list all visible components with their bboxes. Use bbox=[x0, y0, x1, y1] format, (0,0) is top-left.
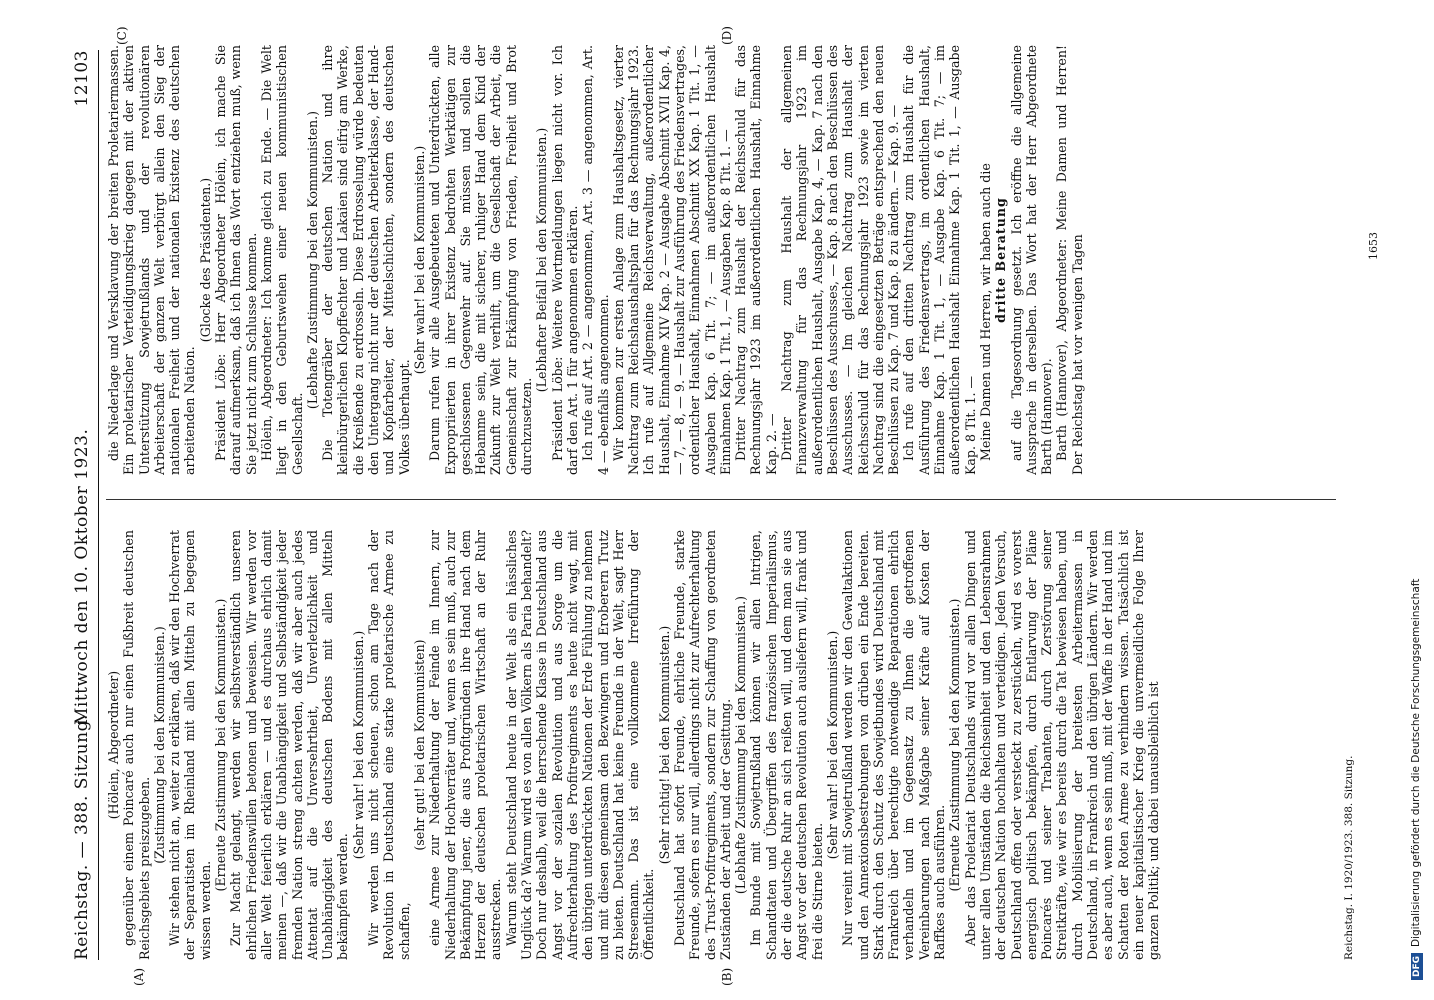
paragraph: Dritter Nachtrag zum Haushalt der Reichsschuld für das Rechnungsjahr 1923 im außerordentlichen Haushalt, Einnahme Kap. 2. — bbox=[733, 45, 779, 475]
paragraph: Die Totengräber der deutschen Nation und ihre kleinbürgerlichen Klopffechter und Lakaien sind eifrig am Werke, die Kreißende zu erdrosseln. Diese Erdrosselung würde bedeuten den Untergang nicht nur der deutschen Arbeiterklasse, der Hand- und Kopfarbeiter, der Mittelschichten, sondern des deutschen Volkes überhaupt. bbox=[320, 45, 412, 475]
column-separator bbox=[106, 499, 1336, 500]
paragraph: Wir kommen zur ersten Anlage zum Haushaltsgesetz, vierter Nachtrag zum Reichshaushaltsplan für das Rechnungsjahr 1923. Ich rufe auf Allgemeine Reichsverwaltung, außerordentlicher Haushalt, Einnahme XIV Kap. 2 — Ausgabe Abschnitt XVII Kap. 4, — 7, — 8, — 9. — Haushalt zur Ausführung des Friedensvertrages, ordentlicher Haushalt, Einnahmen Abschnitt XX Kap. 1 Tit. 1, — Ausgaben Kap. 6 Tit. 7; — im außerordentlichen Haushalt Einnahmen Kap. 1 Tit. 1, — Ausgaben Kap. 8 Tit. 1. — bbox=[610, 45, 733, 475]
paragraph: (Lebhafte Zustimmung bei den Kommunisten.) bbox=[304, 110, 320, 410]
margin-mark-d: (D) bbox=[720, 26, 734, 45]
paragraph: (Sehr richtig! bei den Kommunisten.) bbox=[656, 625, 672, 865]
dfg-logo: DFG bbox=[1411, 953, 1423, 980]
paragraph: Ich rufe auf Art. 2 — angenommen, Art. 3 — angenommen, Art. 4 — ebenfalls angenommen. bbox=[580, 45, 611, 475]
left-column bbox=[106, 530, 1336, 960]
paragraph: dritte Beratung bbox=[993, 197, 1009, 323]
page-header bbox=[72, 50, 98, 960]
paragraph: Wir stehen nicht an, weiter zu erklären, daß wir den Hochverrat der Separatisten im Rheinland mit allen Mitteln zu begegnen wissen werden. bbox=[167, 530, 213, 960]
right-column bbox=[106, 45, 1368, 475]
paragraph: Warum steht Deutschland heute in der Welt als ein hässliches Unglück da? Warum wird es von allen Völkern als Paria behandelt? Doch nur deshalb, weil die herrschende Klasse in Deutschland aus Angst vor der sozialen Revolution und aus Sorge um die Aufrechterhaltung des Profitregiments es heute nicht wagt, mit den übrigen unterdrückten Nationen der Erde Fühlung zu nehmen und mit diesen gemeinsam den Bezwingern und Eroberern Trutz zu bieten. Deutschland hat keine Freunde in der Welt, sagt Herr Stresemann. Das ist eine vollkommene Irreführung der Öffentlichkeit. bbox=[503, 530, 657, 960]
page-number: 12103 bbox=[72, 50, 92, 107]
paragraph: auf die Tagesordnung gesetzt. Ich eröffne die allgemeine Aussprache in derselben. Das Wort hat der Herr Abgeordnete Barth (Hannover). bbox=[1008, 45, 1055, 475]
paragraph: Nur vereint mit Sowjetrußland werden wir den Gewaltaktionen und den Annexionsbestrebungen von drüben ein Ende bereiten. Stark durch den Schutz des Sowjetbundes wird Deutschland mit Frankreich über berechtigte notwendige Reparationen ehrlich verhandeln und im Gegensatz zu Ihnen die getroffenen Vereinbarungen nach Maßgabe seiner Kräfte auf Kosten der Raffkes auch ausführen. bbox=[840, 530, 948, 960]
paragraph: (Sehr wahr! bei den Kommunisten.) bbox=[824, 630, 840, 860]
paragraph: (Zustimmung bei den Kommunisten.) bbox=[151, 626, 167, 864]
credit-text: Digitalisierung gefördert durch die Deutsche Forschungsgemeinschaft bbox=[1410, 578, 1422, 947]
paragraph: Ich rufe auf den dritten Nachtrag zum Haushalt für die Ausführung des Friedensvertrags, im ordentlichen Haushalt, Einnahme Kap. 1 Tit. 1, — Ausgabe Kap. 6 Tit. 7; — im außerordentlichen Haushalt Einnahme Kap. 1 Tit. 1, — Ausgabe Kap. 8 Tit. 1. — bbox=[901, 45, 978, 475]
margin-mark-c: (C) bbox=[115, 26, 129, 45]
paragraph: (Sehr wahr! bei den Kommunisten.) bbox=[350, 630, 366, 860]
footer-page-code: 1653 bbox=[1367, 232, 1380, 260]
header-date: Mittwoch den 10. Oktober 1923. bbox=[72, 428, 92, 725]
paragraph: Dritter Nachtrag zum Haushalt der allgemeinen Finanzverwaltung für das Rechnungsjahr 1923 im außerordentlichen Haushalt, Ausgabe Kap. 4, — Kap. 7 nach den Beschlüssen des Ausschusses, — Kap. 8 nach den Beschlüssen des Ausschusses. — Im gleichen Nachtrag zum Haushalt der Reichsschuld für das Rechnungsjahr 1923 sowie im vierten Nachtrag sind die eingesetzten Beträge entsprechend den neuen Beschlüssen zu Kap. 7 und Kap. 8 zu ändern. — Kap. 9. — bbox=[779, 45, 902, 475]
paragraph: Aber das Proletariat Deutschlands wird vor allen Dingen und unter allen Umständen die Reichseinheit und den Lebensrahmen der deutschen Nation hochhalten und verteidigen. Jeden Versuch, Deutschland offen oder versteckt zu zerstückeln, wird es vorerst energisch politisch bekämpfen, durch Entlarvung der Pläne Poincarés und seiner Trabanten, durch Zerstörung seiner Streitkräfte, wie wir es bereits durch die Tat bewiesen haben, und durch Mobilisierung der breitesten Arbeitermassen in Deutschland, in Frankreich und den übrigen Ländern. Wir werden es aber auch, wenn es sein muß, mit der Waffe in der Hand und im Schatten der Roten Armee zu verhindern wissen. Tatsächlich ist ein neuer kapitalistischer Krieg die unvermeidliche Folge Ihrer ganzen Politik; und dabei unausbleiblich ist bbox=[962, 530, 1162, 960]
paragraph: Barth (Hannover), Abgeordneter: Meine Damen und Herren! Der Reichstag hat vor wenigen Tagen bbox=[1054, 45, 1085, 475]
credit-line bbox=[1410, 579, 1423, 980]
paragraph: (Glocke des Präsidenten.) bbox=[197, 177, 213, 343]
paragraph: (Erneute Zustimmung bei den Kommunisten.) bbox=[947, 598, 963, 892]
header-left: Reichstag. — 388. Sitzung. bbox=[72, 714, 92, 960]
paragraph: (Lebhafte Zustimmung bei den Kommunisten.) bbox=[733, 595, 749, 895]
paragraph: Deutschland hat sofort Freunde, ehrliche Freunde, starke Freunde, sofern es nur will, allerdings nicht zur Aufrechterhaltung des Trust-Profitregiments, sondern zur Schaffung von geordneten Zuständen der Arbeit und der Gesittung. bbox=[671, 530, 733, 960]
footer-left: Reichstag. I. 1920/1923. 388. Sitzung. bbox=[1343, 755, 1355, 960]
margin-mark-b: (B) bbox=[720, 967, 734, 986]
paragraph: (Erneute Zustimmung bei den Kommunisten.) bbox=[213, 598, 229, 892]
paragraph: Präsident Löbe: Herr Abgeordneter Hölein, ich mache Sie darauf aufmerksam, daß ich Ihnen das Wort entziehen muß, wenn Sie jetzt nicht zum Schlusse kommen. bbox=[213, 45, 259, 475]
paragraph: Im Bunde mit Sowjetrußland können wir allen Intrigen, Schandtaten und Übergriffen des französischen Imperialismus, der die deutsche Ruhr an sich reißen will, und dem man sie aus Angst vor der deutschen Revolution auch ausliefern will, frank und frei die Stirne bieten. bbox=[748, 530, 825, 960]
margin-mark-a: (A) bbox=[132, 967, 146, 986]
paragraph: Darum rufen wir alle Ausgebeuteten und Unterdrückten, alle Expropriierten in ihrer Existenz bedrohten Werktätigen zur geschlossenen Gegenwehr auf. Sie müssen und sollen die Hebamme sein, die mit sicherer, ruhiger Hand dem Kind der Zukunft zur Welt verhilft, um die Gesellschaft der Arbeit, die Gemeinschaft zur Erkämpfung von Frieden, Freiheit und Brot durchzusetzen. bbox=[427, 45, 535, 475]
speaker-intro: (Hölein, Abgeordneter) bbox=[106, 670, 121, 820]
paragraph: Meine Damen und Herren, wir haben auch die bbox=[977, 163, 993, 461]
header-rule bbox=[98, 50, 99, 960]
paragraph: eine Armee zur Niederhaltung der Feinde im Innern, zur Niederhaltung der Hochverräter und, wenn es sein muß, auch zur Bekämpfung jener, die aus Profitgründen ihre Hand nach dem Herzen der deutschen proletarischen Wirtschaft an der Ruhr ausstrecken. bbox=[427, 530, 504, 960]
paragraph: die Niederlage und Versklavung der breiten Proletariermassen. Ein proletarischer Verteidigungskrieg dagegen mit der aktiven Unterstützung Sowjetrußlands und der revolutionären Arbeiterschaft der ganzen Welt verbürgt allein den Sieg der nationalen Freiheit und der nationalen Existenz des deutschen arbeitenden Nation. bbox=[106, 45, 198, 475]
paragraph: (Sehr wahr! bei den Kommunisten.) bbox=[411, 145, 427, 375]
paragraph: Wir werden uns nicht scheuen, schon am Tage nach der Revolution in Deutschland eine starke proletarische Armee zu schaffen, bbox=[366, 530, 412, 960]
paragraph: Präsident Löbe: Weitere Wortmeldungen liegen nicht vor. Ich darf den Art. 1 für angenommen erklären. bbox=[549, 45, 580, 475]
paragraph: (Lebhafter Beifall bei den Kommunisten.) bbox=[534, 127, 550, 393]
paragraph: gegenüber einem Poincaré auch nur einen Fußbreit deutschen Reichsgebiets preiszugeben. bbox=[121, 530, 152, 960]
paragraph: Zur Macht gelangt, werden wir selbstverständlich unseren ehrlichen Friedenswillen betonen und beweisen. Wir werden vor aller Welt feierlich erklären — und es durchaus ehrlich damit meinen —, daß wir die Unabhängigkeit und Selbständigkeit jeder fremden Nation streng achten werden, daß wir aber auch jedes Attentat auf die Unversehrtheit, Unverletzlichkeit und Unabhängigkeit des deutschen Bodens mit allen Mitteln bekämpfen werden. bbox=[228, 530, 351, 960]
paragraph: Hölein, Abgeordneter: Ich komme gleich zu Ende. — Die Welt liegt in den Geburtswehen einer neuen kommunistischen Gesellschaft. bbox=[258, 45, 305, 475]
paragraph: (sehr gut! bei den Kommunisten) bbox=[411, 639, 427, 851]
